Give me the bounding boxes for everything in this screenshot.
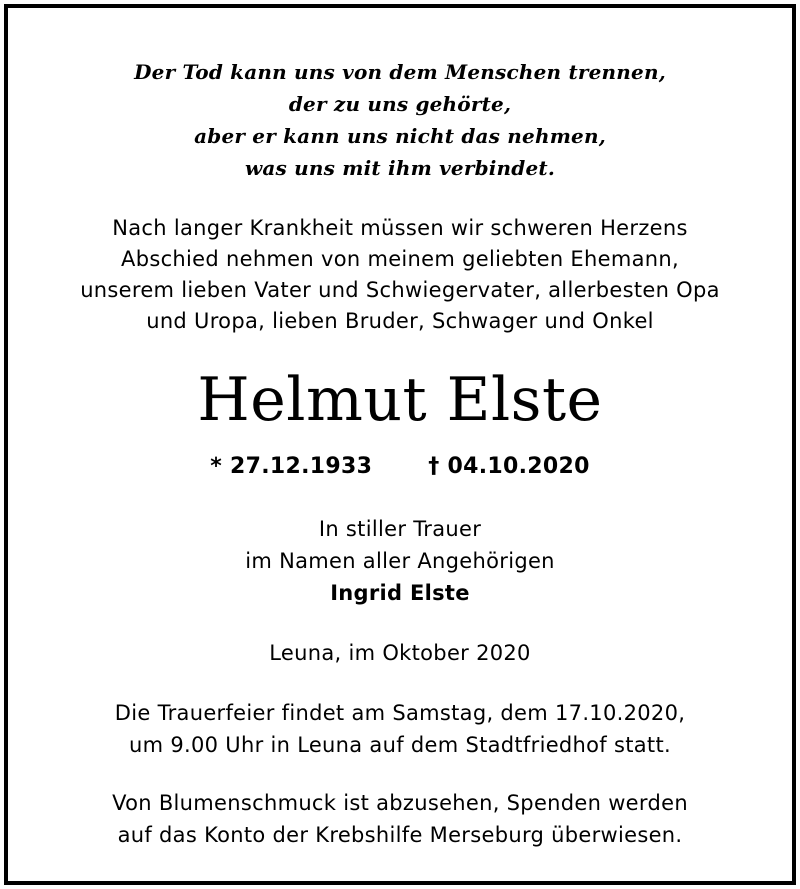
obituary-frame <box>4 4 796 885</box>
quote-line-2: der zu uns gehörte, <box>288 92 512 116</box>
quote-line-1: Der Tod kann uns von dem Menschen trennen, <box>134 60 666 84</box>
obituary-content <box>8 8 792 881</box>
death-date: † 04.10.2020 <box>428 454 590 479</box>
birth-date: * 27.12.1933 <box>210 454 373 479</box>
donation-line-2: auf das Konto der Krebshilfe Merseburg überwiesen. <box>117 823 683 847</box>
mourners-line-1: In stiller Trauer <box>318 517 482 541</box>
ceremony-line-1: Die Trauerfeier findet am Samstag, dem 17.10.2020, <box>114 701 686 725</box>
mourners-line-2: im Namen aller Angehörigen <box>245 549 555 573</box>
mourner-name: Ingrid Elste <box>330 581 470 605</box>
intro-line-2: Abschied nehmen von meinem geliebten Ehemann, <box>121 247 679 271</box>
place-date: Leuna, im Oktober 2020 <box>269 641 531 665</box>
ceremony-line-2: um 9.00 Uhr in Leuna auf dem Stadtfriedhof statt. <box>129 733 671 757</box>
quote-line-3: aber er kann uns nicht das nehmen, <box>194 124 606 148</box>
intro-line-3: unserem lieben Vater und Schwiegervater, allerbesten Opa <box>80 278 720 302</box>
donation-line-1: Von Blumenschmuck ist abzusehen, Spenden werden <box>112 791 688 815</box>
life-dates <box>8 454 792 479</box>
quote-line-4: was uns mit ihm verbindet. <box>244 156 556 180</box>
deceased-name: Helmut Elste <box>197 365 603 435</box>
intro-line-1: Nach langer Krankheit müssen wir schweren Herzens <box>112 216 688 240</box>
intro-line-4: und Uropa, lieben Bruder, Schwager und Onkel <box>146 309 654 333</box>
